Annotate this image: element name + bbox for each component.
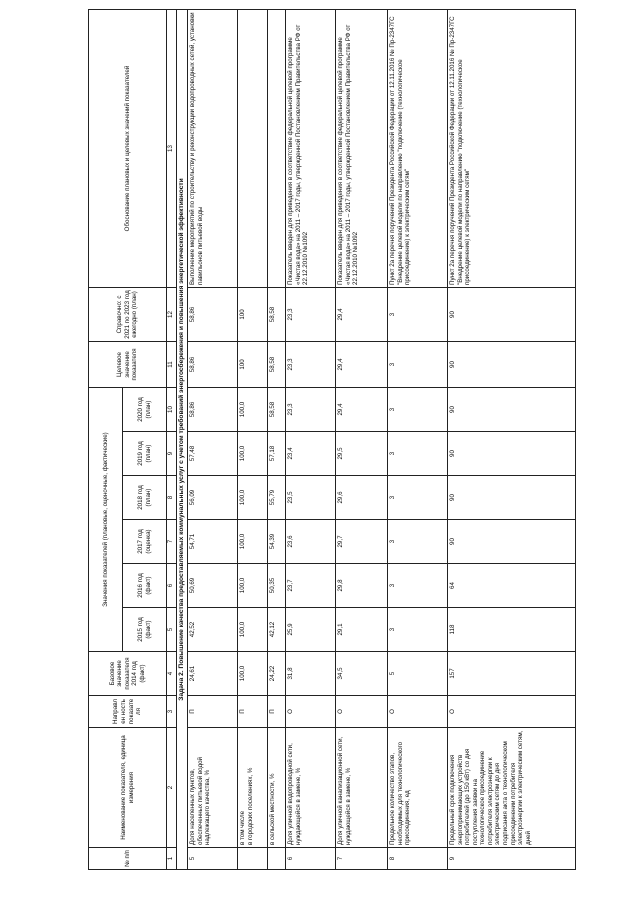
row-indicator-name: в сельской местности, %: [268, 728, 286, 848]
row-justification: Показатель введен для приведения в соответствие федеральной целевой программе «Чистая вода» на 2011 – 2017 годы, утвержденной Постановлением Правительства РФ от 22.12.2010 №1092: [336, 9, 388, 287]
col-number: 1: [167, 848, 177, 870]
row-target: 3: [388, 341, 448, 387]
row-target: 29,4: [336, 341, 388, 387]
row-justification: [268, 9, 286, 287]
row-justification: Выполнение мероприятий по строительству и реконструкции водопроводных сетей, установки павильонов питьевой воды: [188, 9, 238, 287]
row-value-2017: 23,6: [286, 520, 336, 564]
row-value-2020: 58,58: [268, 387, 286, 431]
table-row: [388, 9, 448, 869]
row-value-2015: 29,1: [336, 608, 388, 652]
row-number: [238, 848, 268, 870]
row-base-value: 24,22: [268, 652, 286, 696]
table-row: [286, 9, 336, 869]
header-justification: Обоснование плановых и целевых значений показателей: [89, 9, 167, 287]
col-number: 6: [167, 564, 177, 608]
table-row: [448, 9, 576, 869]
row-value-2020: 58,86: [188, 387, 238, 431]
col-number: 10: [167, 387, 177, 431]
row-indicator-name: Доля населенных пунктов, обеспеченных питьевой водой надлежащего качества, %: [188, 728, 238, 848]
row-target: 23,3: [286, 341, 336, 387]
row-value-2018: 3: [388, 476, 448, 520]
col-number: 5: [167, 608, 177, 652]
row-justification: Пункт 2а перечня поручений Президента Российской Федерации от 12.11.2016 № Пр-2347ГС "Внедрение целевой модели по направлению "подключение (технологическое присоединение) к электрическим сетям": [448, 9, 576, 287]
row-direction: П: [188, 696, 238, 728]
col-number: 12: [167, 287, 177, 341]
row-reference: 29,4: [336, 287, 388, 341]
col-number: 13: [167, 9, 177, 287]
row-value-2016: 50,69: [188, 564, 238, 608]
row-indicator-name: Предельное количество этапов, необходимых для технологического присоединения, ед: [388, 728, 448, 848]
header-2017: 2017 год (оценка): [123, 520, 167, 564]
header-values-group: Значения показателей (плановые, оценочные, фактические): [89, 387, 123, 651]
row-base-value: 34,5: [336, 652, 388, 696]
row-value-2015: 42,52: [188, 608, 238, 652]
row-direction: О: [448, 696, 576, 728]
row-number: [268, 848, 286, 870]
row-base-value: 24,61: [188, 652, 238, 696]
row-base-value: 5: [388, 652, 448, 696]
row-value-2017: 100,0: [238, 520, 268, 564]
header-direction: Направлен ность показателя: [89, 696, 167, 728]
row-justification: Пункт 2а перечня поручений Президента Российской Федерации от 12.11.2016 № Пр-2347ГС "Внедрение целевой модели по направлению "подключение (технологическое присоединение) к электрическим сетям": [388, 9, 448, 287]
row-value-2016: 64: [448, 564, 576, 608]
header-2018: 2018 год (план): [123, 476, 167, 520]
row-justification: [238, 9, 268, 287]
header-reference: Справочно: с 2021 по 2023 год ежегодно (план): [89, 287, 167, 341]
row-value-2020: 100,0: [238, 387, 268, 431]
col-number: 3: [167, 696, 177, 728]
row-indicator-name: в том числе в городских поселениях, %: [238, 728, 268, 848]
row-reference: 58,86: [188, 287, 238, 341]
row-value-2016: 29,8: [336, 564, 388, 608]
header-target: Целевое значение показателя: [89, 341, 167, 387]
row-value-2015: 3: [388, 608, 448, 652]
row-value-2018: 100,0: [238, 476, 268, 520]
row-direction: П: [268, 696, 286, 728]
row-value-2019: 29,5: [336, 432, 388, 476]
row-reference: 3: [388, 287, 448, 341]
row-value-2020: 23,3: [286, 387, 336, 431]
row-value-2015: 25,9: [286, 608, 336, 652]
table-row: [238, 9, 268, 869]
indicators-table: [88, 9, 576, 870]
header-2016: 2016 год (факт): [123, 564, 167, 608]
header-name: Наименование показателя, единица измерения: [89, 728, 167, 848]
row-reference: 90: [448, 287, 576, 341]
row-value-2016: 23,7: [286, 564, 336, 608]
row-indicator-name: Доля уличной канализационной сети, нуждающейся в замене, %: [336, 728, 388, 848]
header-2015: 2015 год (факт): [123, 608, 167, 652]
row-number: 6: [286, 848, 336, 870]
header-base: Базовое значение показателя 2014 год (факт): [89, 652, 167, 696]
row-value-2016: 100,0: [238, 564, 268, 608]
row-value-2018: 90: [448, 476, 576, 520]
row-direction: П: [238, 696, 268, 728]
header-2019: 2019 год (план): [123, 432, 167, 476]
row-value-2019: 57,18: [268, 432, 286, 476]
table-row: [268, 9, 286, 869]
row-value-2015: 100,0: [238, 608, 268, 652]
row-target: 90: [448, 341, 576, 387]
row-indicator-name: Предельный срок подключения энергопринимающих устройств потребителей (до 150 кВт) со дня поступления заявки на технологическое присоединение потребителя электроэнергии к электрическим сетям до дня подписания акта о технологическом присоединении потребителя электроэнергии к электрическим сетям, дней: [448, 728, 576, 848]
row-reference: 23,3: [286, 287, 336, 341]
row-target: 100: [238, 341, 268, 387]
row-direction: О: [336, 696, 388, 728]
col-number: 2: [167, 728, 177, 848]
row-base-value: 157: [448, 652, 576, 696]
col-number: 8: [167, 476, 177, 520]
row-value-2016: 3: [388, 564, 448, 608]
row-value-2018: 23,5: [286, 476, 336, 520]
col-number: 11: [167, 341, 177, 387]
row-value-2017: 90: [448, 520, 576, 564]
col-number: 4: [167, 652, 177, 696]
section-row: [177, 9, 188, 869]
row-value-2019: 90: [448, 432, 576, 476]
row-number: 5: [188, 848, 238, 870]
header-2020: 2020 год (план): [123, 387, 167, 431]
row-value-2019: 23,4: [286, 432, 336, 476]
row-value-2017: 54,71: [188, 520, 238, 564]
row-value-2018: 29,6: [336, 476, 388, 520]
row-number: 9: [448, 848, 576, 870]
row-justification: Показатель введен для приведения в соответствие федеральной целевой программе «Чистая вода» на 2011 – 2017 годы, утвержденной Постановлением Правительства РФ от 22.12.2010 №1092: [286, 9, 336, 287]
header-row-1: [89, 9, 123, 869]
section-title: Задача 2. Повышение качества предоставляемых коммунальных услуг с учетом требований энергосбережения и повышения энергетической эффективности: [177, 9, 188, 869]
row-value-2019: 57,48: [188, 432, 238, 476]
table-row: [188, 9, 238, 869]
col-number: 9: [167, 432, 177, 476]
row-value-2019: 3: [388, 432, 448, 476]
header-num: № п/п: [89, 848, 167, 870]
row-reference: 100: [238, 287, 268, 341]
row-value-2016: 50,35: [268, 564, 286, 608]
row-direction: О: [388, 696, 448, 728]
row-target: 58,58: [268, 341, 286, 387]
row-value-2020: 3: [388, 387, 448, 431]
row-number: 8: [388, 848, 448, 870]
column-number-row: [167, 9, 177, 869]
row-reference: 58,58: [268, 287, 286, 341]
row-value-2015: 42,12: [268, 608, 286, 652]
row-value-2015: 118: [448, 608, 576, 652]
row-value-2017: 3: [388, 520, 448, 564]
row-value-2017: 29,7: [336, 520, 388, 564]
row-value-2019: 100,0: [238, 432, 268, 476]
rotated-table-container: [88, 10, 624, 870]
row-direction: О: [286, 696, 336, 728]
row-value-2020: 90: [448, 387, 576, 431]
row-value-2018: 55,79: [268, 476, 286, 520]
col-number: 7: [167, 520, 177, 564]
table-row: [336, 9, 388, 869]
row-target: 58,86: [188, 341, 238, 387]
row-value-2017: 54,39: [268, 520, 286, 564]
row-value-2020: 29,4: [336, 387, 388, 431]
row-indicator-name: Доля уличной водопроводной сети, нуждающейся в замене, %: [286, 728, 336, 848]
row-base-value: 100,0: [238, 652, 268, 696]
row-base-value: 31,8: [286, 652, 336, 696]
row-number: 7: [336, 848, 388, 870]
row-value-2018: 56,09: [188, 476, 238, 520]
